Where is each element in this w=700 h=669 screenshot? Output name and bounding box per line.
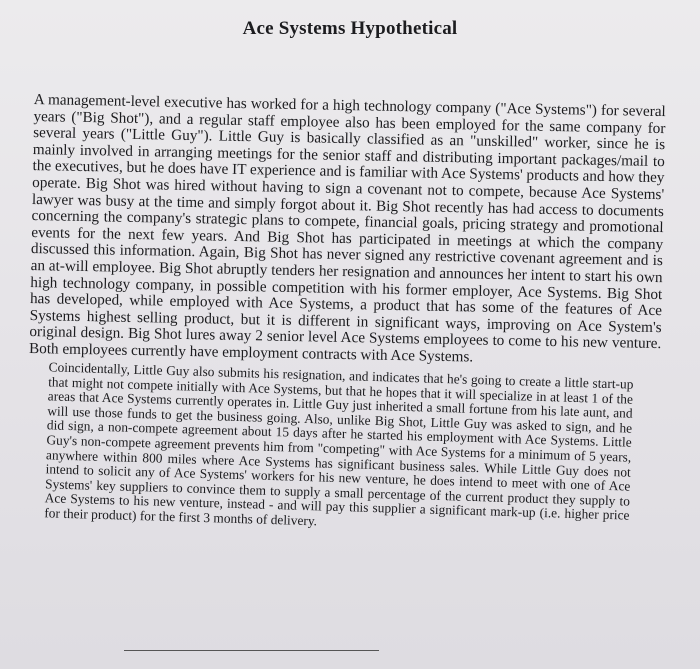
document-body [26,92,666,532]
bottom-rule-line [124,650,379,651]
paragraph-big-shot: A management-level executive has worked for a high technology company ("Ace Systems") for several years ("Big Shot"), and a regular staff employee also has been employed for the same company for several years ("Little Guy"). Little Guy is basically classified as an "unskilled" worker, since he is mainly involved in arranging meetings for the senior staff and distributing important packages/mail to the executives, but he does have IT experience and is familiar with Ace Systems' products and how they operate. Big Shot was hired without having to sign a covenant not to compete, because Ace Systems' lawyer was busy at the time and simply forgot about it. Big Shot recently has had access to documents concerning the company's strategic plans to compete, financial goals, pricing strategy and promotional events for the next few years. And Big Shot has participated in meetings at which the company discussed this information. Again, Big Shot has never signed any restrictive covenant agreement and is an at-will employee. Big Shot abruptly tenders her resignation and announces her intent to start his own high technology company, in possible competition with his former employer, Ace Systems. Big Shot has developed, while employed with Ace Systems, a product that has some of the features of Ace Systems highest selling product, but it is different in significant ways, improving on Ace System's original design. Big Shot lures away 2 senior level Ace Systems employees to come to his new venture. Both employees currently have employment contracts with Ace Systems. [28,91,666,366]
document-title: Ace Systems Hypothetical [242,18,458,39]
paragraph-little-guy: Coincidentally, Little Guy also submits his resignation, and indicates that he's going to create a little start-up that might not compete initially with Ace Systems, but that he hopes that it will specialize in at least 1 of the areas that Ace Systems currently operates in. Little Guy just inherited a small fortune from his late aunt, and will use those funds to get the business going. Also, unlike Big Shot, Little Guy was asked to sign, and he did sign, a non-compete agreement about 15 days after he started his employment with Ace Systems. Little Guy's non-compete agreement prevents him from "competing" with Ace Systems for a minimum of 5 years, anywhere within 800 miles where Ace Systems has significant business sales. While Little Guy does not intend to solicit any of Ace Systems' workers for his new venture, he does intend to meet with one of Ace Systems' key suppliers to convince them to supply a small percentage of the current product they supply to Ace Systems to his new venture, instead - and will pay this supplier a significant mark-up (i.e. higher price for their product) for the first 3 months of delivery. [44,358,634,528]
